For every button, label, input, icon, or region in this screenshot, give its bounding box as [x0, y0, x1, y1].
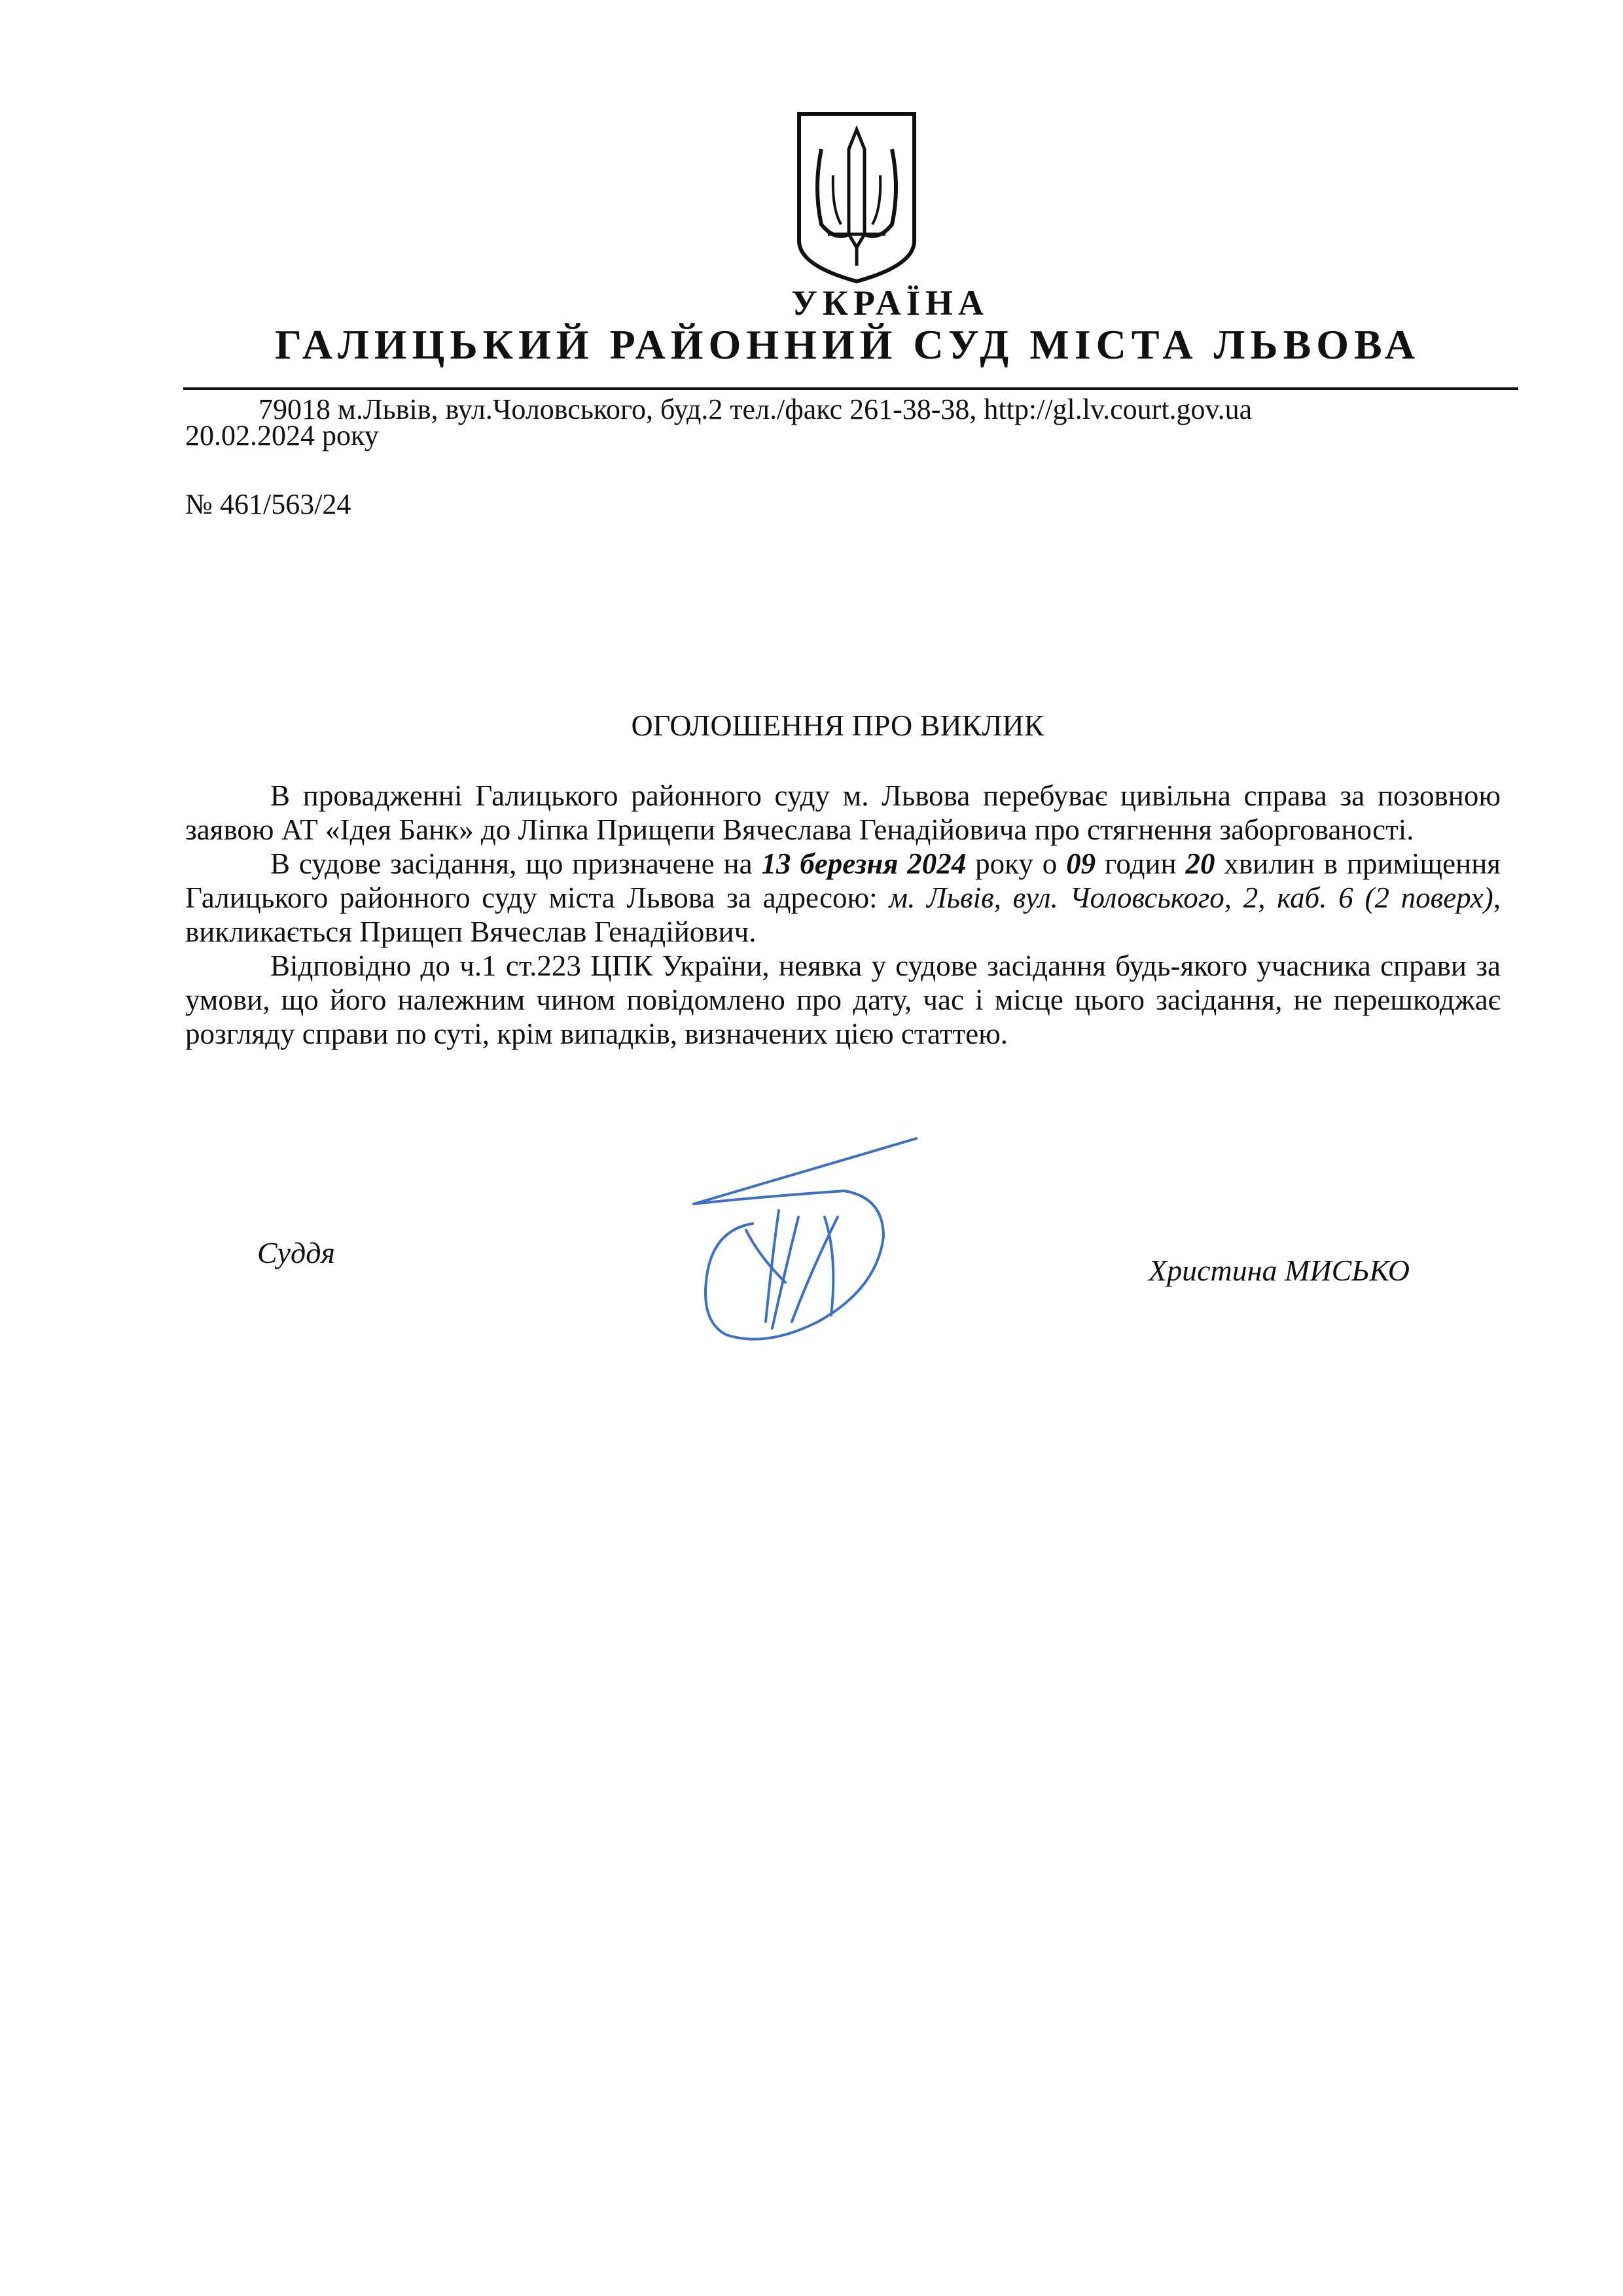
- document-title: ОГОЛОШЕННЯ ПРО ВИКЛИК: [631, 709, 1044, 742]
- hearing-date: 13 березня 2024: [761, 847, 967, 880]
- document-date: 20.02.2024 року: [185, 419, 379, 451]
- tryzub-emblem-icon: [795, 110, 918, 285]
- header-divider: [183, 387, 1518, 390]
- hearing-address: м. Львів, вул. Чоловського, 2, каб. 6 (2 поверх): [889, 881, 1493, 914]
- p2-text-b: року о: [966, 847, 1067, 880]
- document-body: [185, 779, 1501, 1051]
- hearing-minutes: 20: [1185, 847, 1215, 880]
- p2-text-e: , викликається Прищеп Вячеслав Генадійович.: [185, 881, 1501, 948]
- court-name-heading: ГАЛИЦЬКИЙ РАЙОННИЙ СУД МІСТА ЛЬВОВА: [275, 321, 1420, 368]
- p2-text-a: В судове засідання, що призначене на: [270, 847, 762, 880]
- p2-text-d: хвилин в приміщення Галицького районного суду міста Львова за адресою:: [185, 847, 1501, 914]
- hearing-hours: 09: [1066, 847, 1096, 880]
- paragraph-2: [185, 847, 1501, 949]
- judge-name: Христина МИСЬКО: [1149, 1254, 1410, 1287]
- judge-label: Суддя: [257, 1236, 335, 1269]
- handwritten-signature: [674, 1125, 923, 1368]
- court-address-line: 79018 м.Львів, вул.Чоловського, буд.2 тел./факс 261-38-38, http://gl.lv.court.gov.ua: [259, 393, 1253, 425]
- case-number: № 461/563/24: [185, 488, 351, 520]
- country-heading: УКРАЇНА: [791, 283, 989, 323]
- paragraph-3: Відповідно до ч.1 ст.223 ЦПК України, неявка у судове засідання будь-якого учасника справи за умови, що його належним чином повідомлено про дату, час і місце цього засідання, не перешкоджає розгляду справи по суті, крім випадків, визначених цією статтею.: [185, 949, 1501, 1050]
- paragraph-1: В провадженні Галицького районного суду м. Львова перебуває цивільна справа за позовною заявою АТ «Ідея Банк» до Ліпка Прищепи Вячеслава Генадійовича про стягнення заборгованості.: [185, 779, 1501, 846]
- p2-text-c: годин: [1096, 847, 1186, 880]
